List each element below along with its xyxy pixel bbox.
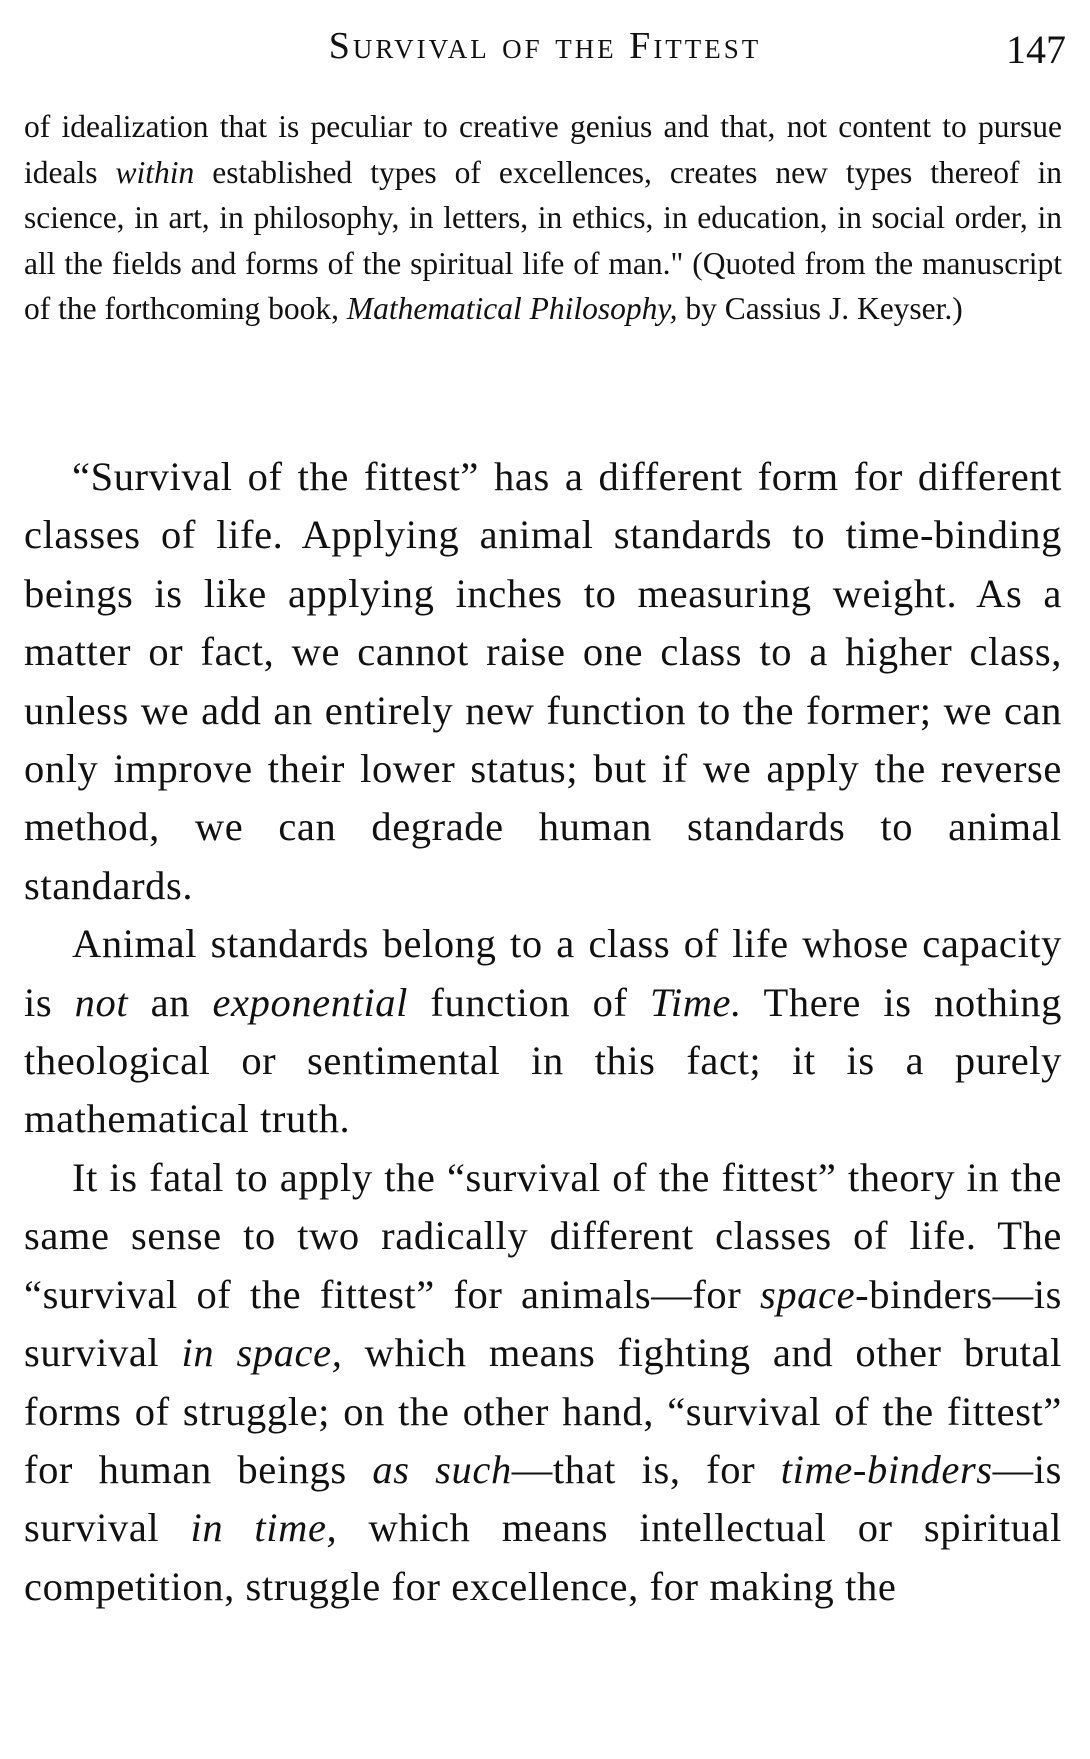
- running-title: Survival of the Fittest: [328, 25, 762, 67]
- italic-run: in space,: [181, 1330, 343, 1376]
- italic-run: exponential: [212, 979, 409, 1025]
- italic-run: Time.: [649, 979, 742, 1025]
- book-title: Mathematical Philosophy,: [346, 291, 678, 326]
- text-run: It is fatal to apply the “survival of the fittest” theory in the same sense to two radically different classes of life. The “survival of the fittest” for animals—for: [24, 1154, 1062, 1317]
- paragraph-2: [24, 915, 1062, 1149]
- text-run: There is nothing theological or sentimental in this fact; it is a purely mathematical truth.: [24, 979, 1062, 1142]
- italic-run: in time,: [190, 1505, 338, 1551]
- text-run: Animal standards belong to a class of life whose capacity is: [24, 921, 1062, 1025]
- page-number: 147: [1006, 27, 1066, 72]
- quote-paragraph: [24, 104, 1062, 332]
- text-run: -binders—is survival: [24, 1271, 1062, 1376]
- text-run: —that is, for: [511, 1446, 781, 1492]
- italic-run: time-binders: [780, 1446, 993, 1492]
- text-run: “Survival of the fittest” has a different form for different classes of life. Applying animal standards to time-binding beings is like applying inches to measuring weight. As a matter or fact, we cannot raise one class to a higher class, unless we add an entirely new function to the former; we can only improve their lower status; but if we apply the reverse method, we can degrade human standards to animal standards.: [24, 454, 1062, 908]
- italic-run: as such: [372, 1446, 512, 1492]
- italic-run: within: [115, 154, 195, 190]
- paragraph-1: [24, 448, 1062, 915]
- text-run: function of: [408, 979, 650, 1025]
- paragraph-3: [24, 1149, 1062, 1616]
- running-head: [24, 18, 1066, 74]
- text-run: by Cassius J. Keyser.): [677, 291, 963, 326]
- text-run: established types of excellences, creates new types thereof in science, in art, in philosophy, in letters, in ethics, in education, in social order, in all the fields and forms of the spiritual life of man." (Quoted from the manuscript of the forthcoming book,: [24, 154, 1062, 326]
- text-run: an: [128, 979, 213, 1025]
- quote-continuation: [24, 104, 1062, 332]
- text-run: which means intellectual or spiritual competition, struggle for excellence, for making the: [24, 1505, 1062, 1609]
- italic-run: space: [759, 1271, 856, 1317]
- text-run: which means fighting and other brutal forms of struggle; on the other hand, “survival of the fittest” for human beings: [24, 1330, 1062, 1492]
- italic-run: not: [74, 979, 129, 1025]
- text-run: of idealization that is peculiar to creative genius and that, not content to pursue ideals: [24, 109, 1062, 190]
- text-run: —is survival: [24, 1446, 1062, 1551]
- body-text: [24, 448, 1062, 1616]
